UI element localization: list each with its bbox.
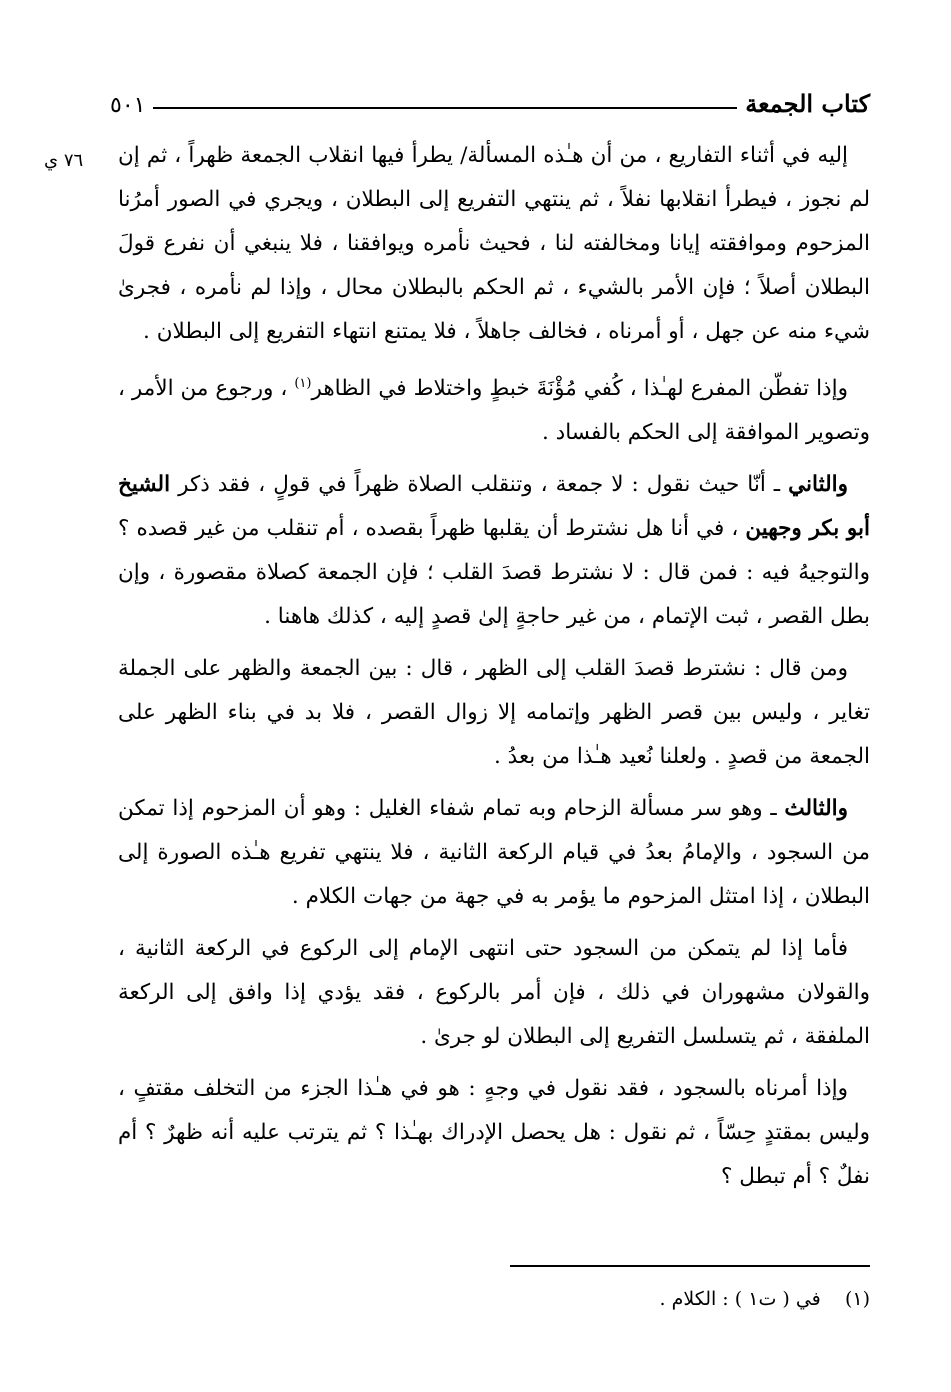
paragraph-text: وإذا أمرناه بالسجود ، فقد نقول في وجهٍ : هو في هـٰذا الجزء من التخلف مقتفٍ ، وليس بمقتدٍ حِسّاً ، ثم نقول : هل يحصل الإدراك بهـٰذا ؟ ثم يترتب عليه أنه ظهرٌ ؟ أم نفلٌ ؟ أم تبطل ؟ (118, 1076, 870, 1190)
paragraph-4 (118, 647, 870, 779)
chapter-title: كتاب الجمعة (745, 89, 870, 118)
manuscript-folio-note: ٧٦ ي (44, 150, 84, 171)
paragraph-lead: والثالث (784, 796, 848, 822)
paragraph-text: ، ورجوع من الأمر ، وتصوير الموافقة إلى الحكم بالفساد . (118, 376, 870, 446)
footnote-marker: (١) (844, 1288, 870, 1310)
paragraph-text: وإذا تفطّن المفرع لهـٰذا ، كُفي مُؤْنَةَ خبطٍ واختلاط في الظاهر (311, 376, 848, 402)
paragraph-text: فأما إذا لم يتمكن من السجود حتى انتهى الإمام إلى الركوع في الركعة الثانية ، والقولان مشهوران في ذلك ، فإن أمر بالركوع ، فقد يؤدي إذا وافق إلى الركعة الملفقة ، ثم يتسلسل التفريع إلى البطلان لو جرىٰ . (118, 936, 870, 1050)
paragraph-6 (118, 927, 870, 1059)
running-header (110, 78, 870, 118)
footnote-reference: (١) (294, 376, 312, 391)
paragraph-text: ومن قال : نشترط قصدَ القلب إلى الظهر ، قال : بين الجمعة والظهر على الجملة تغاير ، وليس بين قصر الظهر وإتمامه إلا زوال القصر ، فلا بد في بناء الظهر على الجمعة من قصدٍ . ولعلنا نُعيد هـٰذا من بعدُ . (118, 656, 870, 770)
paragraph-text: ـ أنّا حيث نقول : لا جمعة ، وتنقلب الصلاة ظهراً في قولٍ ، فقد ذكر (170, 472, 789, 498)
paragraph-text: ، في أنا هل نشترط أن يقلبها ظهراً بقصده ، أم تنقلب من غير قصده ؟ والتوجيهُ فيه : فمن قال : لا نشترط قصدَ القلب ؛ فإن الجمعة كصلاة مقصورة ، وإن بطل القصر ، ثبت الإتمام ، من غير حاجةٍ إلىٰ قصدٍ إليه ، كذلك هاهنا . (118, 516, 870, 630)
paragraph-1 (118, 134, 870, 354)
paragraph-lead: والثاني (788, 472, 848, 498)
paragraph-text: ـ وهو سر مسألة الزحام وبه تمام شفاء الغليل : وهو أن المزحوم إذا تمكن من السجود ، والإمامُ بعدُ في قيام الركعة الثانية ، فلا ينتهي تفريع هـٰذه الصورة إلى البطلان ، إذا امتثل المزحوم ما يؤمر به في جهة من جهات الكلام . (118, 796, 870, 910)
paragraph-3 (118, 463, 870, 639)
paragraph-text: إليه في أثناء التفاريع ، من أن هـٰذه المسألة/ يطرأ فيها انقلاب الجمعة ظهراً ، ثم إن لم نجوز ، فيطرأ انقلابها نفلاً ، ثم ينتهي التفريع إلى البطلان ، ويجري في الصور أمرُنا المزحوم وموافقته إيانا ومخالفته لنا ، فحيث نأمره ويوافقنا ، فلا ينبغي أن نفرع قولَ البطلان أصلاً ؛ فإن الأمر بالشيء ، ثم الحكم بالبطلان محال ، وإذا لم نأمره ، فجرىٰ شيء منه عن جهل ، أو أمرناه ، فخالف جاهلاً ، فلا يمتنع انتهاء التفريع إلى البطلان . (118, 143, 870, 344)
paragraph-2 (118, 362, 870, 455)
bold-name: الشيخ أبو بكر وجهين (118, 472, 870, 542)
page-number: ٥٠١ (110, 93, 146, 118)
main-text (118, 134, 870, 1207)
footnote-separator (510, 1265, 870, 1267)
paragraph-7 (118, 1067, 870, 1199)
footnote (270, 1288, 870, 1310)
paragraph-5 (118, 787, 870, 919)
header-rule (153, 107, 737, 109)
footnote-text: في ( ت١ ) : الكلام . (659, 1288, 821, 1310)
